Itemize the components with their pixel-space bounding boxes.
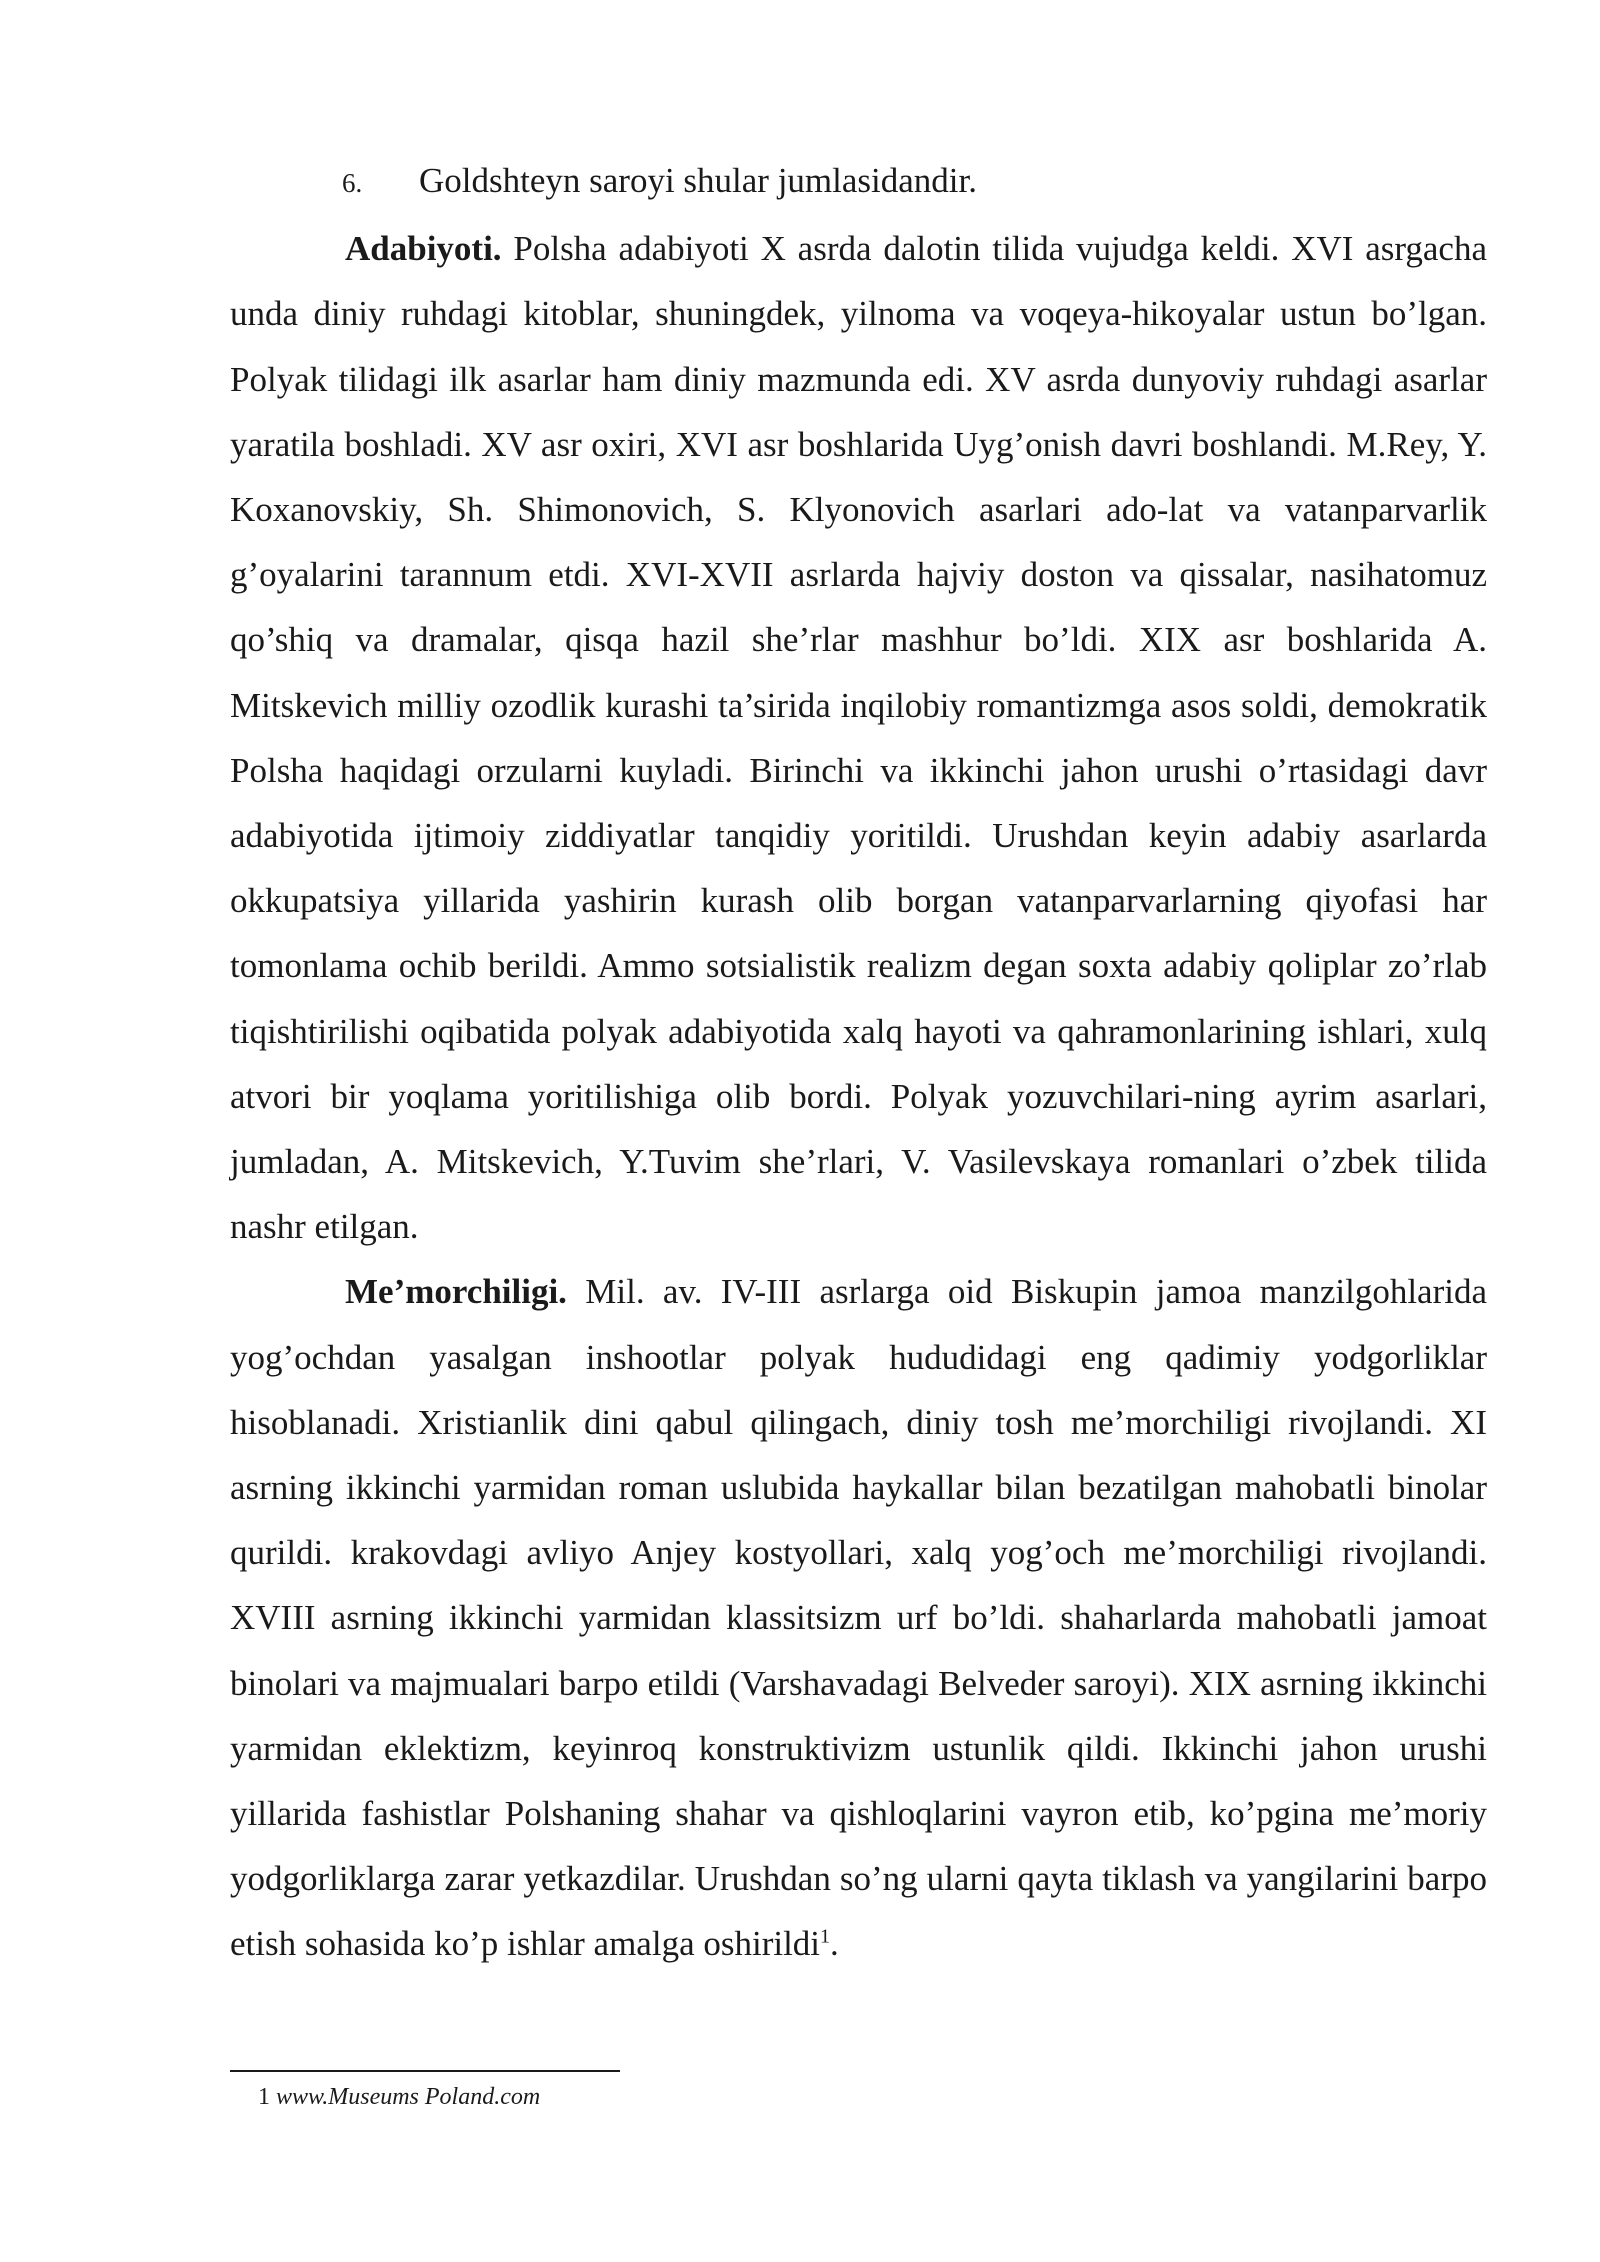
list-item xyxy=(230,148,1487,216)
heading-literature: Adabiyoti. xyxy=(345,229,502,269)
paragraph-architecture xyxy=(230,1259,1487,1976)
footnote-separator xyxy=(230,2070,620,2072)
architecture-end: . xyxy=(830,1924,839,1964)
footnote-text: www.Museums Poland.com xyxy=(276,2084,541,2110)
main-text xyxy=(230,148,1487,1977)
architecture-body: Mil. av. IV-III asrlarga oid Biskupin jamoa manzilgohlarida yog’ochdan yasalgan inshootlar polyak hududidagi eng qadimiy yodgorliklar hisoblanadi. Xristianlik dini qabul qilingach, diniy tosh me’morchiligi rivojlandi. XI asrning ikkinchi yarmidan roman uslubida haykallar bilan bezatilgan mahobatli binolar qurildi. krakovdagi avliyo Anjey kostyollari, xalq yog’och me’morchiligi rivojlandi. XVIII asrning ikkinchi yarmidan klassitsizm urf bo’ldi. shaharlarda mahobatli jamoat binolari va majmualari barpo etildi (Varshavadagi Belveder saroyi). XIX asrning ikkinchi yarmidan eklektizm, keyinroq konstruktivizm ustunlik qildi. Ikkinchi jahon urushi yillarida fashistlar Polshaning shahar va qishloqlarini vayron etib, ko’pgina me’moriy yodgorliklarga zarar yetkazdilar. Urushdan so’ng ularni qayta tiklash va yangilarini barpo etish sohasida ko’p ishlar amalga oshirildi xyxy=(230,1272,1487,1964)
footnote-number: 1 xyxy=(258,2084,270,2110)
list-number: 6. xyxy=(342,168,363,198)
heading-architecture: Me’morchiligi. xyxy=(345,1272,567,1312)
list-item-text: Goldshteyn saroyi shular jumlasidandir. xyxy=(419,161,977,200)
paragraph-literature xyxy=(230,216,1487,1259)
footnote-reference[interactable]: 1 xyxy=(820,1925,831,1948)
footnote xyxy=(258,2082,540,2112)
literature-body: Polsha adabiyoti X asrda dalotin tilida vujudga keldi. XVI asrgacha unda diniy ruhdagi kitoblar, shuningdek, yilnoma va voqeya-hikoyalar ustun bo’lgan. Polyak tilidagi ilk asarlar ham diniy mazmunda edi. XV asrda dunyoviy ruhdagi asarlar yaratila boshladi. XV asr oxiri, XVI asr boshlarida Uyg’onish davri boshlandi. M.Rey, Y. Koxanovskiy, Sh. Shimonovich, S. Klyonovich asarlari ado-lat va vatanparvarlik g’oyalarini tarannum etdi. XVI-XVII asrlarda hajviy doston va qissalar, nasihatomuz qo’shiq va dramalar, qisqa hazil she’rlar mashhur bo’ldi. XIX asr boshlarida A. Mitskevich milliy ozodlik kurashi ta’sirida inqilobiy romantizmga asos soldi, demokratik Polsha haqidagi orzularni kuyladi. Birinchi va ikkinchi jahon urushi o’rtasidagi davr adabiyotida ijtimoiy ziddiyatlar tanqidiy yoritildi. Urushdan keyin adabiy asarlarda okkupatsiya yillarida yashirin kurash olib borgan vatanparvarlarning qiyofasi har tomonlama ochib berildi. Ammo sotsialistik realizm degan soxta adabiy qoliplar zo’rlab tiqishtirilishi oqibatida polyak adabiyotida xalq hayoti va qahramonlarining ishlari, xulq atvori bir yoqlama yoritilishiga olib bordi. Polyak yozuvchilari-ning ayrim asarlari, jumladan, A. Mitskevich, Y.Tuvim she’rlari, V. Vasilevskaya romanlari o’zbek tilida nashr etilgan. xyxy=(230,229,1487,1247)
